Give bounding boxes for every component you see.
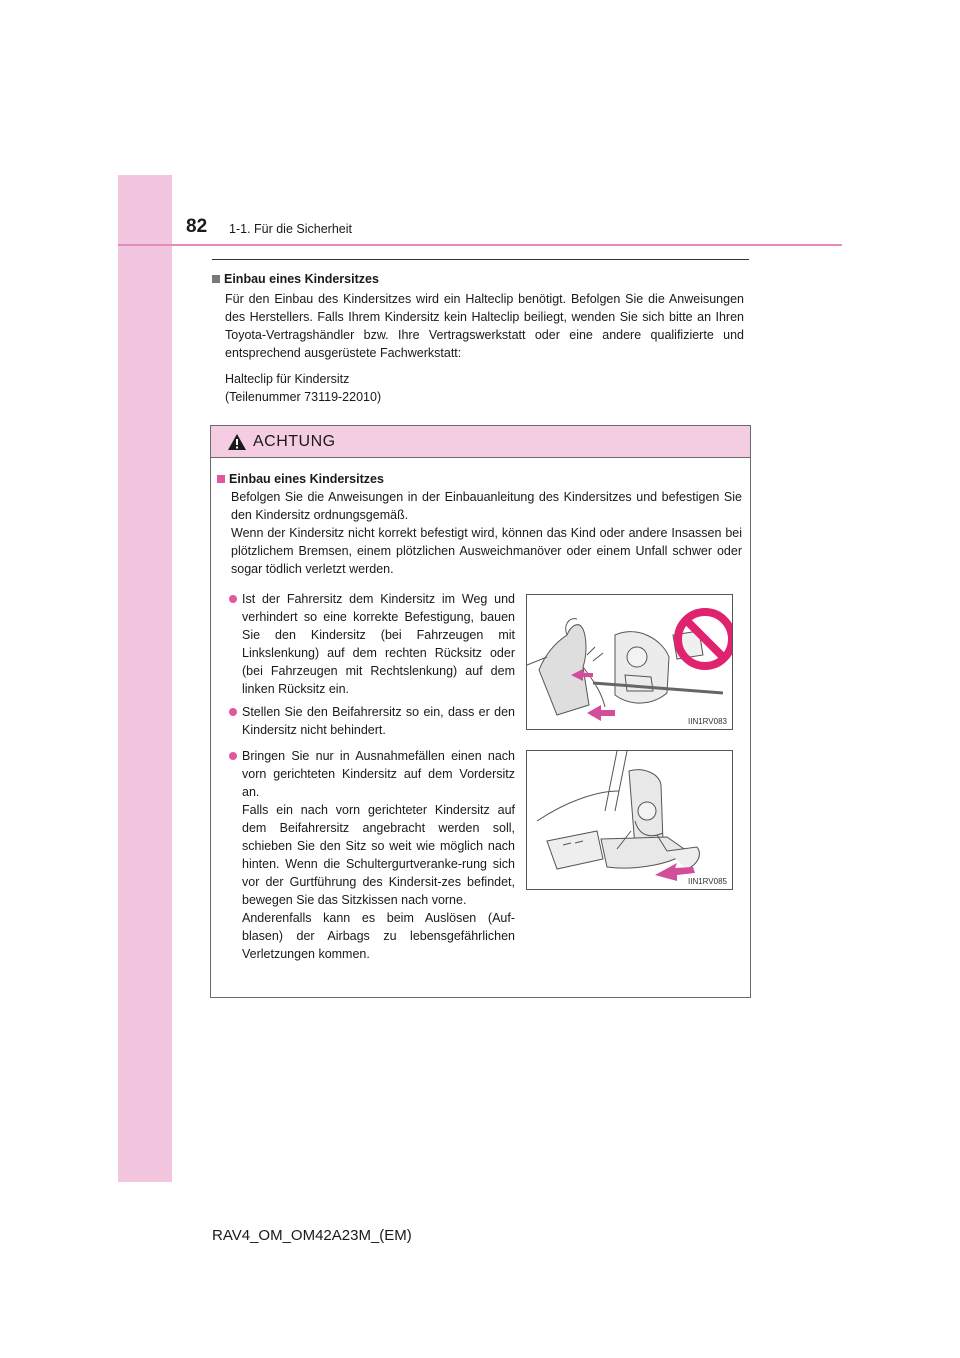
model-code-footer: RAV4_OM_OM42A23M_(EM) bbox=[212, 1227, 412, 1244]
warning-bullet-1: Ist der Fahrersitz dem Kindersitz im Weg und verhindert so eine korrekte Befestigung, bauen Sie den Kindersitz (bei Fahrzeugen mit Linkslenkung) auf dem rechten Rücksitz oder (bei Fahrzeugen mit Rechtslenkung) auf dem linken Rücksitz ein. bbox=[229, 590, 515, 698]
square-bullet-icon bbox=[217, 475, 225, 483]
section-paragraph: Für den Einbau des Kindersitzes wird ein Halteclip benötigt. Befolgen Sie die Anweisungen des Herstellers. Falls Ihrem Kindersitz kein Halteclip beiliegt, wenden Sie sich bitte an Ihren Toyota-Vertragshändler bzw. Ihre Vertragswerkstatt oder eine andere qualifizierte und entsprechend ausgerüstete Fachwerkstatt: bbox=[225, 292, 744, 360]
figure-driver-seat-obstruction bbox=[526, 594, 733, 730]
warning-bullet-2: Stellen Sie den Beifahrersitz so ein, dass er den Kindersitz nicht behindert. bbox=[229, 703, 515, 739]
side-color-band bbox=[118, 175, 172, 1182]
section-heading: Einbau eines Kindersitzes bbox=[212, 270, 744, 288]
clip-part-number: (Teilenummer 73119-22010) bbox=[225, 390, 382, 404]
warning-body bbox=[211, 458, 750, 578]
warning-title: ACHTUNG bbox=[253, 432, 336, 450]
bullet-dot-icon bbox=[229, 708, 237, 716]
warning-box bbox=[210, 425, 751, 998]
warning-triangle-icon bbox=[227, 433, 247, 451]
header-rule bbox=[118, 244, 842, 246]
bullet-dot-icon bbox=[229, 595, 237, 603]
warning-bullet-3: Bringen Sie nur in Ausnahmefällen einen nach vorn gerichteten Kindersitz auf dem Vordersitz an. Falls ein nach vorn gerichteter Kindersitz auf dem Beifahrersitz angebracht werden soll, schieben Sie den Sitz so weit wie möglich nach hinten. Wenn die Schultergurtveranke-rung sich vor der Gurtführung des Kindersit-zes befindet, bewegen Sie das Sitzkissen nach vorne. Anderenfalls kann es beim Auslösen (Auf-blasen) der Airbags zu lebensgefährlichen Verletzungen kommen. bbox=[229, 747, 515, 963]
section-divider bbox=[212, 259, 749, 260]
warning-intro-1: Befolgen Sie die Anweisungen in der Einbauanleitung des Kindersitzes und befestigen Sie den Kindersitz ordnungsgemäß. bbox=[231, 490, 742, 522]
clip-name: Halteclip für Kindersitz bbox=[225, 372, 350, 386]
page-number: 82 bbox=[186, 216, 208, 237]
chapter-title: 1-1. Für die Sicherheit bbox=[229, 222, 352, 236]
front-seat-illustration bbox=[527, 751, 733, 890]
figure-code: IIN1RV083 bbox=[688, 717, 727, 726]
warning-header bbox=[211, 426, 750, 458]
warning-heading: Einbau eines Kindersitzes bbox=[217, 470, 742, 488]
bullet-dot-icon bbox=[229, 752, 237, 760]
figure-code: IIN1RV085 bbox=[688, 877, 727, 886]
seat-illustration-prohibited bbox=[527, 595, 733, 730]
figure-front-seat-child-seat bbox=[526, 750, 733, 890]
warning-intro-2: Wenn der Kindersitz nicht korrekt befestigt wird, können das Kind oder andere Insassen bei plötzlichem Bremsen, einem plötzlichen Ausweichmanöver oder einem Unfall schwer oder sogar tödlich verletzt werden. bbox=[231, 526, 742, 576]
install-section bbox=[212, 270, 744, 406]
square-bullet-icon bbox=[212, 275, 220, 283]
